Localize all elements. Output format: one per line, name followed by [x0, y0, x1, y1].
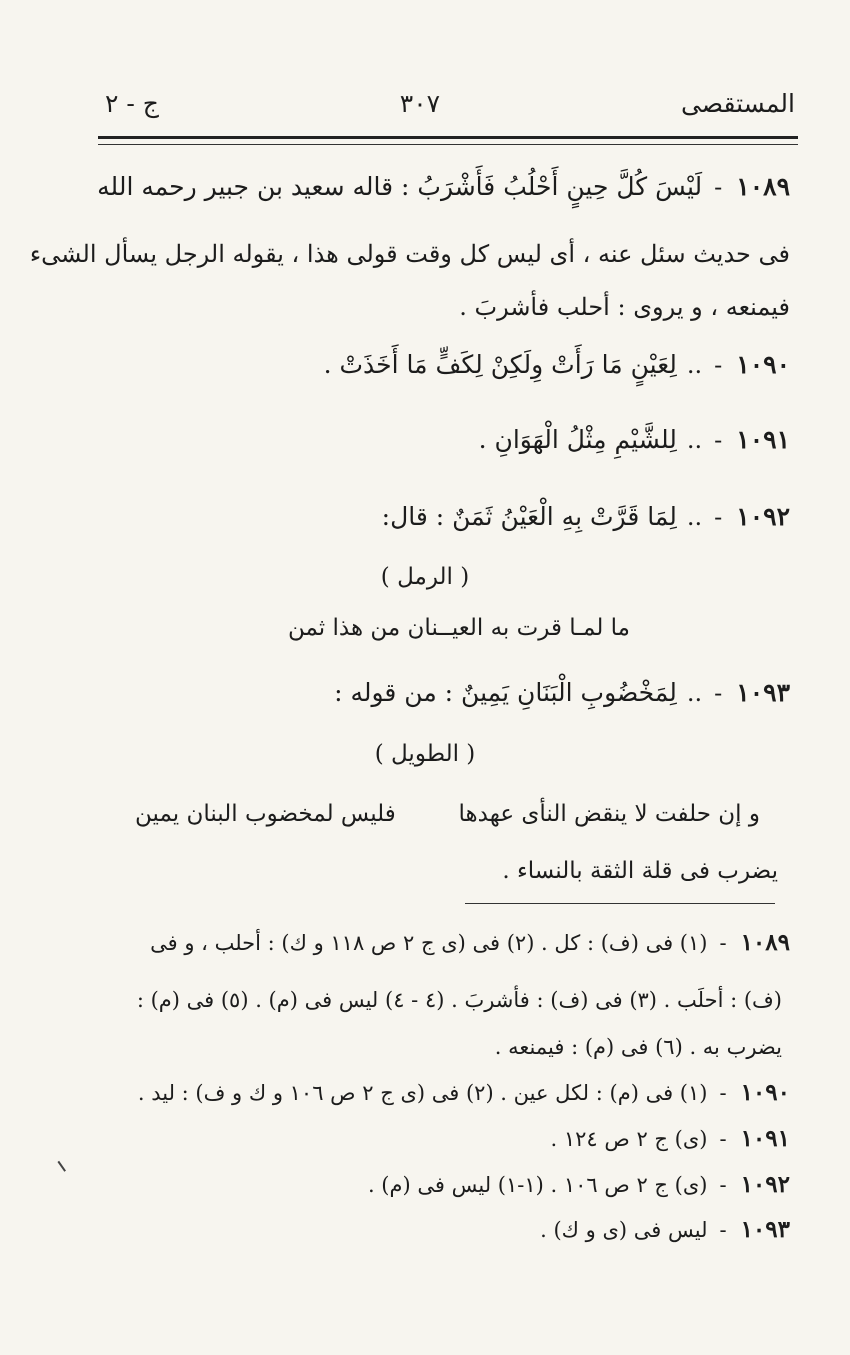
- entry-1092: [382, 500, 790, 534]
- footnote-1089-line-3: يضرب به . (٦) فى (م) : فيمنعه .: [494, 1035, 782, 1059]
- footnote-1093: [540, 1215, 790, 1245]
- footnote-separator: [465, 903, 775, 904]
- proverb-text: لِلشَّيْمِ مِثْلُ الْهَوَانِ .: [478, 425, 677, 454]
- ellipsis-dots: ..: [686, 679, 703, 707]
- footnote-number: ١٠٨٩: [740, 929, 790, 956]
- entry-1089-line-3: فيمنعه ، و يروى : أحلب فأشربَ .: [459, 293, 790, 321]
- entry-1091: [479, 423, 790, 457]
- entry-dash: -: [714, 679, 723, 707]
- ellipsis-dots: ..: [686, 503, 703, 531]
- usage-note: يضرب فى قلة الثقة بالنساء .: [502, 858, 778, 884]
- entry-1089-line-1: [97, 170, 790, 204]
- entry-number: ١٠٨٩: [736, 172, 790, 201]
- entry-1089-line-2: فى حديث سئل عنه ، أى ليس كل وقت قولى هذا ، يقوله الرجل يسأل الشىء: [29, 240, 790, 268]
- entry-1090: [324, 348, 790, 382]
- meter-label-tawil: ( الطويل ): [374, 741, 476, 767]
- volume-label: ج - ٢: [105, 88, 159, 118]
- margin-mark: [57, 1156, 72, 1172]
- footnote-number: ١٠٩٠: [740, 1079, 790, 1106]
- entry-dash: -: [714, 503, 723, 531]
- header-rule-thin: [98, 144, 798, 145]
- page-number: ٣٠٧: [399, 88, 441, 118]
- header-rule-thick: [98, 136, 798, 139]
- proverb-text: لِمَخْضُوبِ الْبَنَانِ يَمِينٌ : من قوله :: [334, 678, 677, 707]
- footnote-1092: [368, 1170, 790, 1200]
- book-title: المستقصى: [680, 88, 795, 118]
- verse-line: ما لمـا قرت به العيــنان من هذا ثمن: [287, 615, 630, 641]
- footnote-text: ليس فى (ى و ك) .: [540, 1218, 708, 1242]
- entry-number: ١٠٩٢: [736, 502, 790, 531]
- footnote-dash: -: [719, 931, 727, 955]
- running-header: [105, 78, 795, 128]
- footnote-number: ١٠٩٣: [740, 1216, 790, 1243]
- footnote-dash: -: [719, 1081, 727, 1105]
- entry-dash: -: [714, 426, 723, 454]
- footnote-dash: -: [719, 1218, 727, 1242]
- entry-dash: -: [714, 173, 723, 201]
- entry-number: ١٠٩٠: [736, 350, 790, 379]
- footnote-text: (١) فى (م) : لكل عين . (٢) فى (ى ج ٢ ص ١٠٦ و ك و ف) : ليد .: [137, 1081, 708, 1105]
- footnote-text: (ى) ج ٢ ص ١٠٦ . (١-١) ليس فى (م) .: [367, 1173, 708, 1197]
- entry-1093: [334, 676, 790, 710]
- footnote-text: (١) فى (ف) : كل . (٢) فى (ى ج ٢ ص ١١٨ و ك) : أحلب ، و فى: [150, 931, 708, 955]
- entry-number: ١٠٩١: [736, 425, 790, 454]
- footnote-dash: -: [719, 1127, 727, 1151]
- meter-label-ramal: ( الرمل ): [380, 564, 470, 590]
- entry-dash: -: [714, 351, 723, 379]
- footnote-dash: -: [719, 1173, 727, 1197]
- ellipsis-dots: ..: [686, 351, 703, 379]
- proverb-text: لِمَا قَرَّتْ بِهِ الْعَيْنُ ثَمَنٌ : قال:: [381, 502, 677, 531]
- footnote-1089-line-1: [150, 928, 790, 958]
- entry-number: ١٠٩٣: [736, 678, 790, 707]
- footnote-1090: [138, 1078, 790, 1108]
- proverb-text: لِعَيْنٍ مَا رَأَتْ وِلَكِنْ لِكَفٍّ مَا أَخَذَتْ .: [323, 350, 677, 379]
- footnote-number: ١٠٩١: [740, 1125, 790, 1152]
- footnote-1091: [551, 1124, 791, 1154]
- proverb-text: لَيْسَ كُلَّ حِينٍ أَحْلُبُ فَأَشْرَبُ : قاله سعيد بن جبير رحمه الله: [97, 172, 703, 201]
- ellipsis-dots: ..: [686, 426, 703, 454]
- footnote-1089-line-2: (ف) : أحلَب . (٣) فى (ف) : فأشربَ . (٤ - ٤) ليس فى (م) . (٥) فى (م) :: [136, 988, 782, 1012]
- footnote-number: ١٠٩٢: [740, 1171, 790, 1198]
- verse-first-hemistich: و إن حلفت لا ينقض النأى عهدها: [458, 801, 760, 827]
- verse-second-hemistich: فليس لمخضوب البنان يمين: [135, 801, 396, 827]
- footnote-text: (ى) ج ٢ ص ١٢٤ .: [550, 1127, 708, 1151]
